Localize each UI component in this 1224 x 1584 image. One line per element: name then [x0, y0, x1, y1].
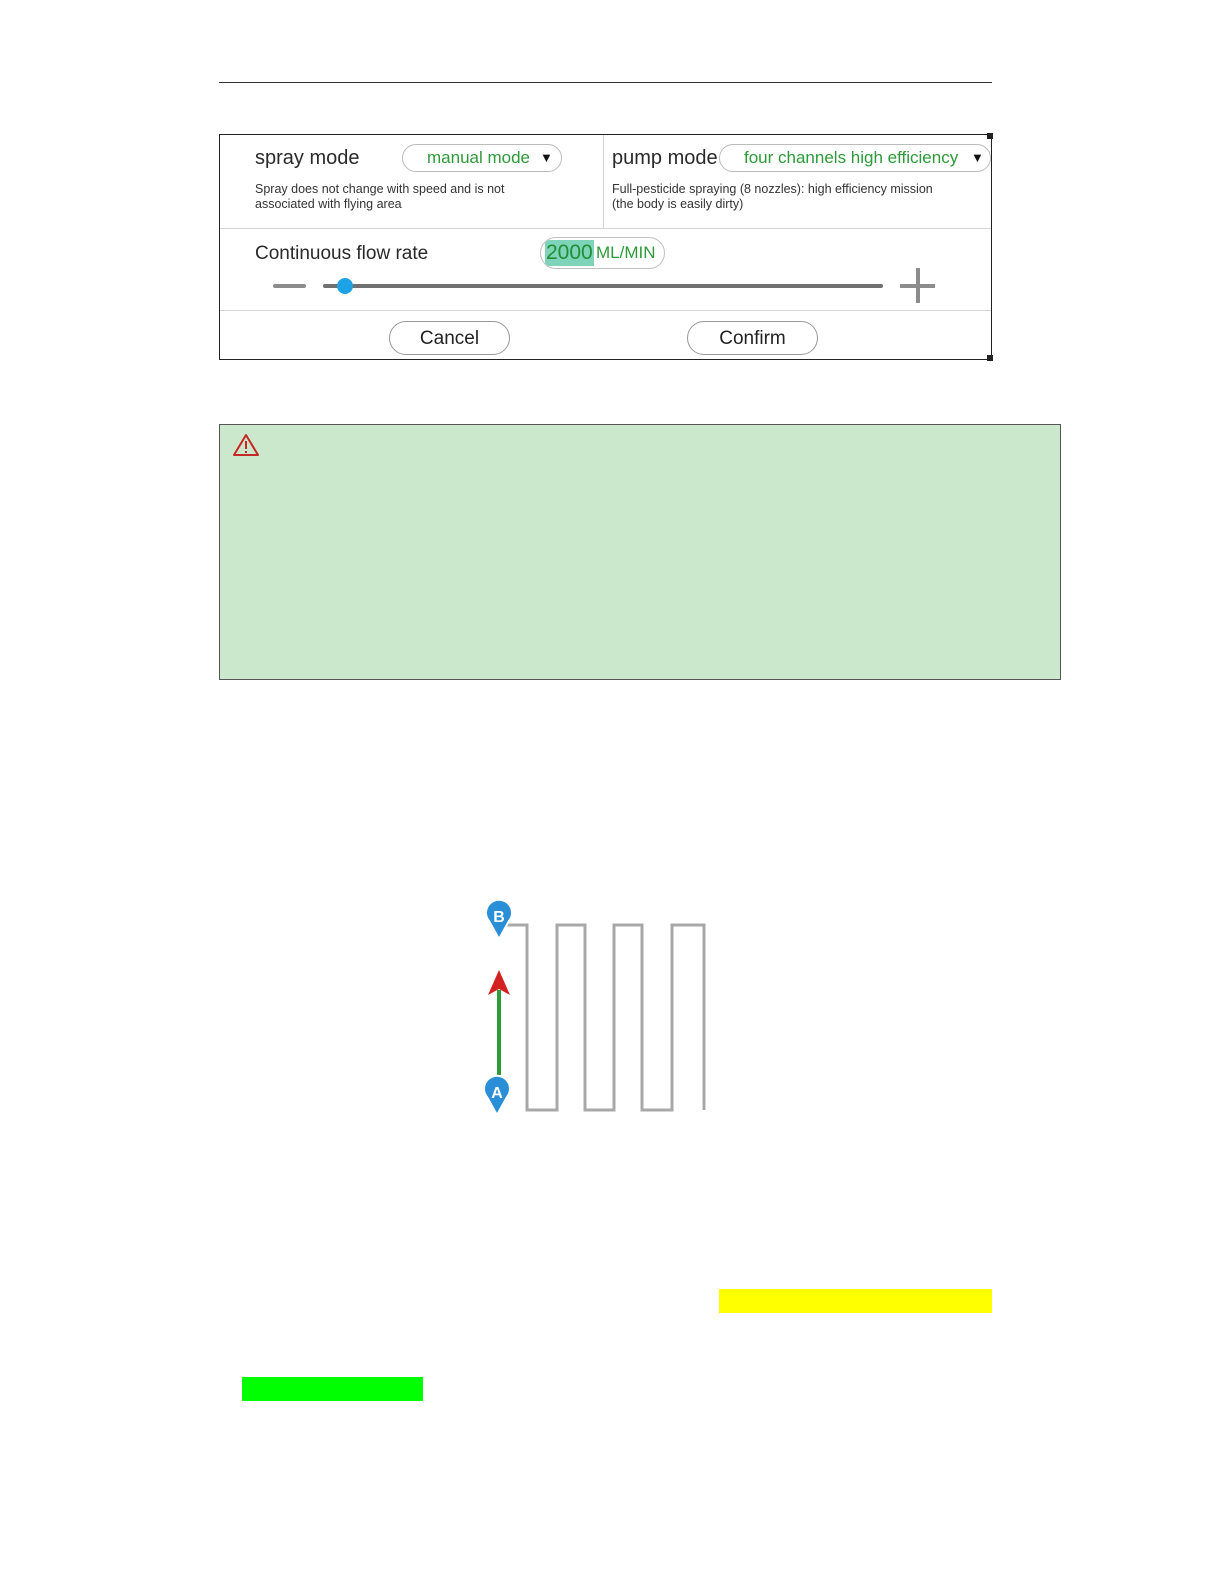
- flow-rate-slider-track[interactable]: [323, 284, 883, 288]
- green-highlight: [242, 1377, 423, 1401]
- chevron-down-icon: ▼: [540, 150, 553, 165]
- flow-rate-label: Continuous flow rate: [255, 243, 429, 264]
- point-a-label: A: [491, 1085, 503, 1102]
- spray-mode-desc-line2: associated with flying area: [255, 197, 402, 211]
- pump-mode-label: pump mode: [612, 147, 718, 169]
- confirm-button[interactable]: Confirm: [687, 321, 818, 355]
- spray-mode-label: spray mode: [255, 147, 360, 169]
- pump-mode-description: [612, 182, 933, 212]
- pump-mode-desc-line2: (the body is easily dirty): [612, 197, 744, 211]
- flow-rate-row: [220, 228, 991, 311]
- mode-row: [220, 135, 991, 229]
- spray-mode-value: manual mode: [427, 148, 531, 167]
- pump-mode-value: four channels high efficiency: [744, 148, 959, 167]
- plus-icon-bar: [916, 268, 920, 303]
- point-b-marker: [486, 900, 512, 939]
- flow-rate-unit: ML/MIN: [596, 243, 656, 262]
- decrease-icon[interactable]: [273, 284, 306, 288]
- spray-mode-description: [255, 182, 504, 212]
- flow-rate-slider-thumb[interactable]: [337, 278, 353, 294]
- spray-mode-dropdown[interactable]: [402, 144, 562, 172]
- column-divider: [603, 135, 604, 228]
- ab-route-diagram: [470, 895, 720, 1125]
- point-b-label: B: [493, 909, 505, 926]
- point-a-marker: [484, 1076, 510, 1115]
- pump-mode-dropdown[interactable]: [719, 144, 991, 172]
- spray-settings-dialog: [219, 134, 992, 360]
- flow-rate-value: 2000: [546, 241, 593, 264]
- spray-mode-desc-line1: Spray does not change with speed and is not: [255, 182, 505, 196]
- warning-icon: [232, 433, 260, 457]
- pump-mode-desc-line1: Full-pesticide spraying (8 nozzles): high efficiency mission: [612, 182, 933, 196]
- warning-box: [219, 424, 1061, 680]
- chevron-down-icon: ▼: [971, 150, 984, 165]
- header-rule: [219, 82, 992, 83]
- route-path: [499, 925, 704, 1110]
- corner-mark: [987, 355, 993, 361]
- flow-rate-input[interactable]: [540, 237, 665, 269]
- cancel-button[interactable]: Cancel: [389, 321, 510, 355]
- yellow-highlight: [719, 1289, 992, 1313]
